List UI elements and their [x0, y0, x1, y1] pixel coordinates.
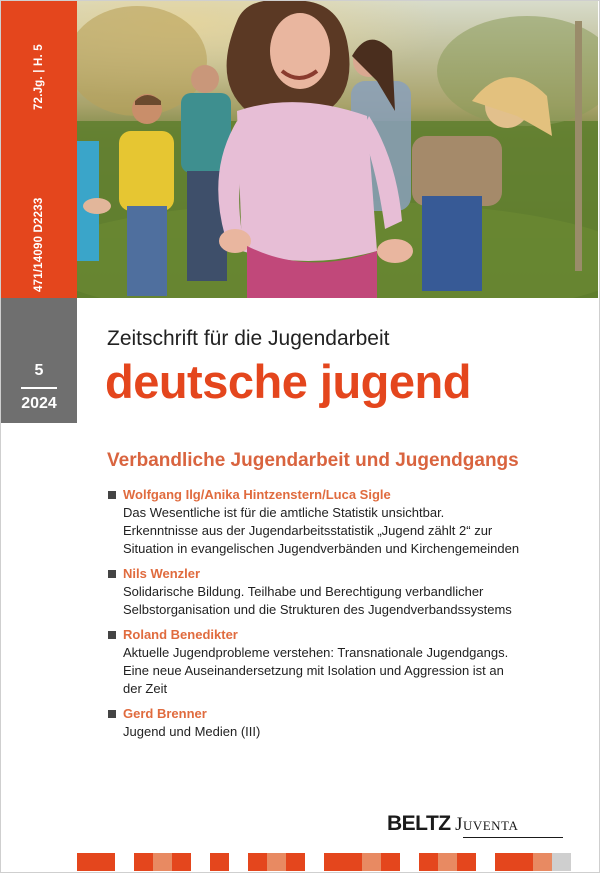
article-item: [108, 565, 578, 619]
issue-number: 5: [34, 362, 44, 379]
stripe-segment: [96, 853, 115, 871]
article-author: Gerd Brenner: [123, 706, 207, 721]
children-running-photo: [77, 1, 598, 298]
bullet-square-icon: [108, 491, 116, 499]
stripe-segment: [191, 853, 210, 871]
stripe-segment: [210, 853, 229, 871]
article-summary-line: Jugend und Medien (III): [123, 724, 261, 739]
stripe-segment: [153, 853, 172, 871]
journal-subtitle: Zeitschrift für die Jugendarbeit: [107, 327, 390, 350]
article-item: [108, 626, 578, 698]
article-author: Nils Wenzler: [123, 566, 201, 581]
stripe-segment: [267, 853, 286, 871]
stripe-segment: [229, 853, 248, 871]
stripe-segment: [172, 853, 191, 871]
article-summary-line: Aktuelle Jugendprobleme verstehen: Transnationale Jugendgangs.: [123, 645, 509, 660]
journal-title: deutsche jugend: [105, 355, 471, 408]
stripe-segment: [419, 853, 438, 871]
stripe-segment: [495, 853, 514, 871]
issue-year: 2024: [21, 395, 57, 412]
stripe-segment: [400, 853, 419, 871]
publisher-logo: [387, 812, 518, 836]
bullet-square-icon: [108, 570, 116, 578]
publisher-name-bold: BELTZ: [387, 812, 451, 835]
publisher-underline: [463, 837, 563, 838]
stripe-segment: [248, 853, 267, 871]
issue-box: [1, 353, 77, 423]
article-summary-line: Das Wesentliche ist für die amtliche Statistik unsichtbar.: [123, 505, 445, 520]
article-list: [108, 486, 578, 748]
issue-theme: Verbandliche Jugendarbeit und Jugendgangs: [107, 450, 519, 471]
stripe-segment: [343, 853, 362, 871]
volume-issue-label: 72.Jg. | H. 5: [33, 44, 45, 110]
stripe-segment: [457, 853, 476, 871]
article-summary-line: Selbstorganisation und die Strukturen des Jugendverbandssystems: [123, 602, 512, 617]
stripe-segment: [362, 853, 381, 871]
stripe-segment: [115, 853, 134, 871]
article-summary-line: Situation in evangelischen Jugendverbänden und Kirchengemeinden: [123, 541, 520, 556]
issn-code: 471/14090 D2233: [33, 197, 45, 292]
stripe-segment: [324, 853, 343, 871]
bullet-square-icon: [108, 710, 116, 718]
article-summary-line: Eine neue Auseinandersetzung mit Isolation und Aggression ist an: [123, 663, 504, 678]
stripe-segment: [77, 853, 96, 871]
article-summary-line: Solidarische Bildung. Teilhabe und Berechtigung verbandlicher: [123, 584, 484, 599]
issue-divider: [21, 387, 57, 389]
article-item: [108, 705, 578, 741]
publisher-name-serif: Juventa: [455, 814, 519, 835]
stripe-segment: [381, 853, 400, 871]
stripe-segment: [552, 853, 571, 871]
stripe-segment: [134, 853, 153, 871]
stripe-segment: [476, 853, 495, 871]
article-author: Wolfgang Ilg/Anika Hintzenstern/Luca Sigle: [123, 487, 391, 502]
article-author: Roland Benedikter: [123, 627, 238, 642]
stripe-segment: [514, 853, 533, 871]
stripe-segment: [533, 853, 552, 871]
article-item: [108, 486, 578, 558]
color-stripe-bar: [77, 853, 571, 871]
article-summary-line: Erkenntnisse aus der Jugendarbeitsstatistik „Jugend zählt 2“ zur: [123, 523, 493, 538]
stripe-segment: [438, 853, 457, 871]
stripe-segment: [286, 853, 305, 871]
bullet-square-icon: [108, 631, 116, 639]
stripe-segment: [305, 853, 324, 871]
article-summary-line: der Zeit: [123, 681, 168, 696]
